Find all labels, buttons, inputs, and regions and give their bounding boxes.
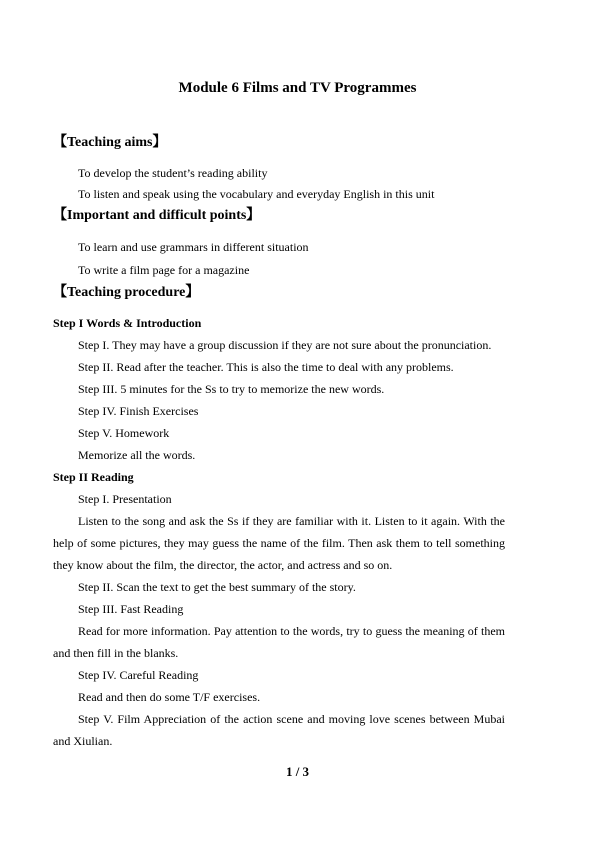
step1-line: Step II. Read after the teacher. This is also the time to deal with any problems.	[78, 360, 454, 374]
document-title: Module 6 Films and TV Programmes	[178, 80, 417, 96]
aims-item: To develop the student’s reading ability	[78, 166, 268, 180]
step1-line: Step III. 5 minutes for the Ss to try to memorize the new words.	[78, 382, 385, 396]
page-number: 1 / 3	[285, 764, 310, 779]
step2-presentation: Step I. Presentation	[78, 492, 172, 506]
film-appreciation-paragraph: Step V. Film Appreciation of the action scene and moving love scenes between Mubai and Xiulian.	[53, 712, 505, 748]
aims-item: To listen and speak using the vocabulary and everyday English in this unit	[78, 187, 435, 201]
points-item: To write a film page for a magazine	[78, 263, 250, 277]
step1-line: Memorize all the words.	[78, 448, 196, 462]
presentation-paragraph: Listen to the song and ask the Ss if they are familiar with it. Listen to it again. With the help of some pictures, they may guess the name of the film. Then ask them to tell something they know about the film, the director, the actor, and actress and so on.	[53, 514, 505, 572]
fast-reading-paragraph: Read for more information. Pay attention to the words, try to guess the meaning of them and then fill in the blanks.	[53, 624, 505, 660]
step2-scan: Step II. Scan the text to get the best summary of the story.	[78, 580, 356, 594]
step1-line: Step IV. Finish Exercises	[78, 404, 199, 418]
points-item: To learn and use grammars in different situation	[78, 240, 309, 254]
important-points-heading: 【Important and difficult points】	[53, 208, 261, 223]
step2-careful-reading: Step IV. Careful Reading	[78, 668, 199, 682]
careful-reading-text: Read and then do some T/F exercises.	[78, 690, 261, 704]
teaching-procedure-heading: 【Teaching procedure】	[53, 285, 200, 300]
step1-line: Step V. Homework	[78, 426, 170, 440]
step2-heading: Step II Reading	[53, 470, 134, 484]
teaching-aims-heading: 【Teaching aims】	[53, 135, 167, 150]
step1-heading: Step I Words & Introduction	[53, 316, 202, 330]
step2-fast-reading: Step III. Fast Reading	[78, 602, 184, 616]
step1-line: Step I. They may have a group discussion if they are not sure about the pronunciation.	[78, 338, 492, 352]
